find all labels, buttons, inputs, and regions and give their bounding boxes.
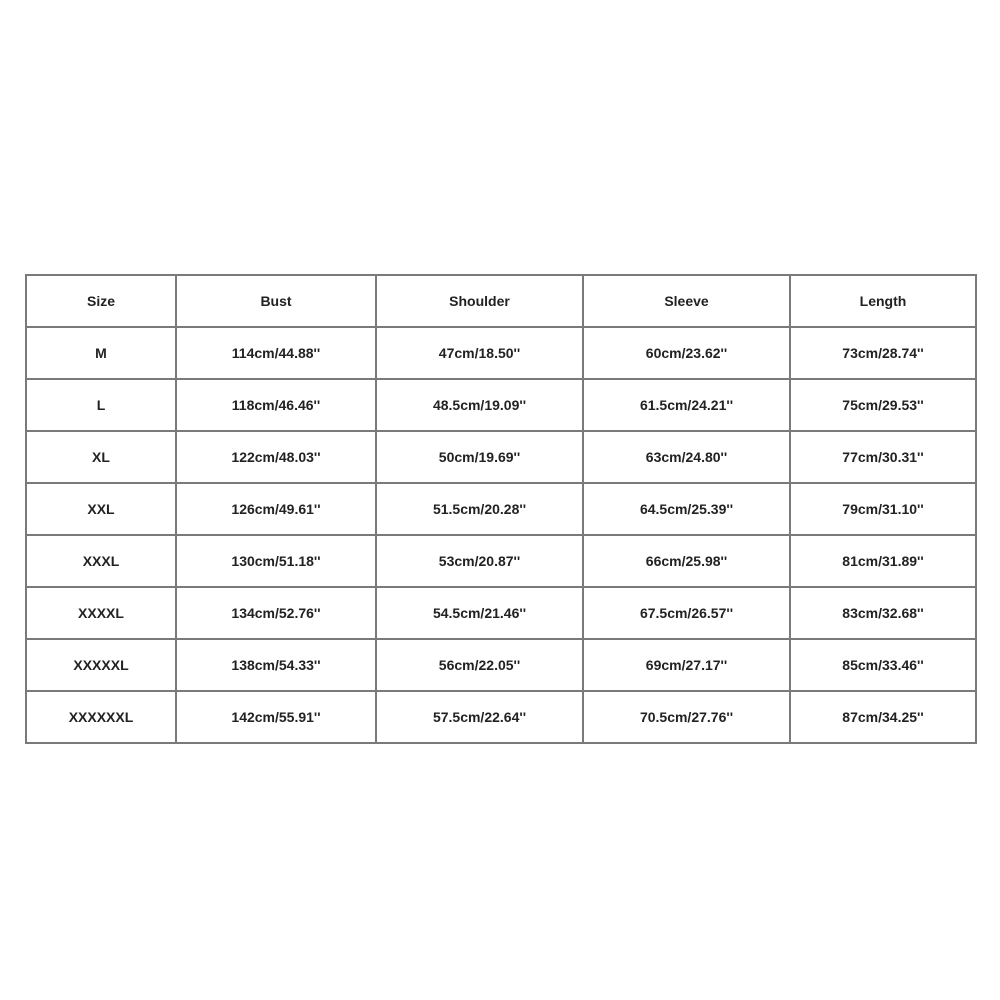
cell-bust: 114cm/44.88'': [176, 327, 376, 379]
cell-size: XXL: [26, 483, 176, 535]
cell-sleeve: 67.5cm/26.57'': [583, 587, 790, 639]
cell-length: 85cm/33.46'': [790, 639, 976, 691]
cell-size: L: [26, 379, 176, 431]
table-row: [26, 691, 976, 743]
cell-size: XL: [26, 431, 176, 483]
cell-sleeve: 61.5cm/24.21'': [583, 379, 790, 431]
cell-length: 81cm/31.89'': [790, 535, 976, 587]
cell-sleeve: 63cm/24.80'': [583, 431, 790, 483]
header-size: Size: [26, 275, 176, 327]
table-row: [26, 379, 976, 431]
cell-bust: 122cm/48.03'': [176, 431, 376, 483]
cell-length: 75cm/29.53'': [790, 379, 976, 431]
table-row: [26, 327, 976, 379]
cell-length: 73cm/28.74'': [790, 327, 976, 379]
cell-bust: 118cm/46.46'': [176, 379, 376, 431]
cell-shoulder: 51.5cm/20.28'': [376, 483, 583, 535]
header-row: [26, 275, 976, 327]
cell-shoulder: 48.5cm/19.09'': [376, 379, 583, 431]
cell-shoulder: 57.5cm/22.64'': [376, 691, 583, 743]
table-row: [26, 483, 976, 535]
cell-bust: 134cm/52.76'': [176, 587, 376, 639]
cell-length: 87cm/34.25'': [790, 691, 976, 743]
cell-shoulder: 47cm/18.50'': [376, 327, 583, 379]
header-length: Length: [790, 275, 976, 327]
cell-shoulder: 54.5cm/21.46'': [376, 587, 583, 639]
header-sleeve: Sleeve: [583, 275, 790, 327]
cell-length: 79cm/31.10'': [790, 483, 976, 535]
table-row: [26, 639, 976, 691]
cell-size: XXXXXL: [26, 639, 176, 691]
cell-sleeve: 66cm/25.98'': [583, 535, 790, 587]
header-bust: Bust: [176, 275, 376, 327]
size-chart-table: [25, 274, 977, 744]
cell-length: 77cm/30.31'': [790, 431, 976, 483]
cell-bust: 126cm/49.61'': [176, 483, 376, 535]
cell-size: XXXXL: [26, 587, 176, 639]
cell-sleeve: 64.5cm/25.39'': [583, 483, 790, 535]
cell-length: 83cm/32.68'': [790, 587, 976, 639]
header-shoulder: Shoulder: [376, 275, 583, 327]
table-row: [26, 587, 976, 639]
cell-size: XXXXXXL: [26, 691, 176, 743]
cell-shoulder: 53cm/20.87'': [376, 535, 583, 587]
cell-size: XXXL: [26, 535, 176, 587]
cell-shoulder: 50cm/19.69'': [376, 431, 583, 483]
table-row: [26, 535, 976, 587]
cell-shoulder: 56cm/22.05'': [376, 639, 583, 691]
cell-bust: 130cm/51.18'': [176, 535, 376, 587]
cell-sleeve: 69cm/27.17'': [583, 639, 790, 691]
cell-sleeve: 70.5cm/27.76'': [583, 691, 790, 743]
cell-bust: 142cm/55.91'': [176, 691, 376, 743]
table-row: [26, 431, 976, 483]
cell-size: M: [26, 327, 176, 379]
cell-sleeve: 60cm/23.62'': [583, 327, 790, 379]
cell-bust: 138cm/54.33'': [176, 639, 376, 691]
